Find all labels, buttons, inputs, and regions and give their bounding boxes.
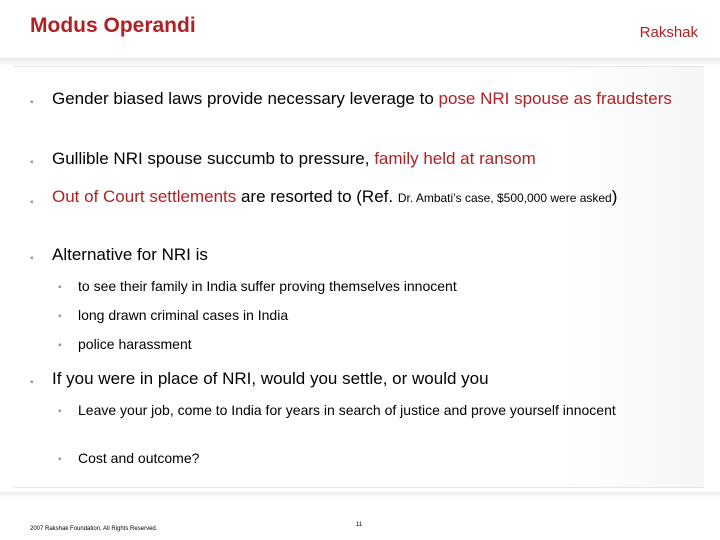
bullet-marker-icon: ▪ (30, 97, 34, 108)
bullet-text: Gender biased laws provide necessary leverage to (52, 89, 439, 108)
slide-title: Modus Operandi (30, 14, 196, 37)
bullet-close-paren: ) (611, 187, 618, 206)
bullet-highlight: family held at ransom (374, 149, 536, 168)
brand-name: Rakshak (639, 24, 698, 41)
sub-bullet-item (58, 277, 698, 295)
bullet-item (30, 244, 712, 265)
bullet-highlight: Out of Court settlements (52, 187, 237, 206)
bullet-text: are resorted to (Ref. (236, 187, 398, 206)
sub-bullet-item (58, 449, 698, 467)
bullet-item (30, 368, 712, 389)
bullet-item (30, 148, 712, 169)
bullet-text: Gullible NRI spouse succumb to pressure, (52, 149, 375, 168)
bullet-highlight: pose NRI spouse as fraudsters (438, 89, 672, 108)
bullet-text: If you were in place of NRI, would you settle, or would you (52, 369, 489, 388)
bullet-marker-icon: ▪ (58, 311, 62, 322)
bullet-reference: Dr. Ambati’s case, $500,000 were asked (397, 191, 612, 205)
sub-bullet-text: to see their family in India suffer proving themselves innocent (78, 278, 457, 294)
sub-bullet-text: Cost and outcome? (78, 450, 200, 466)
header-divider (0, 58, 720, 66)
bullet-marker-icon: ▪ (30, 197, 34, 208)
bullet-marker-icon: ▪ (58, 282, 62, 293)
sub-bullet-text: Leave your job, come to India for years in search of justice and prove yourself innocent (78, 402, 616, 418)
sub-bullet-item (58, 306, 698, 324)
sub-bullet-item (58, 335, 698, 353)
bullet-marker-icon: ▪ (30, 377, 34, 388)
sub-bullet-item (58, 401, 638, 419)
copyright-notice: 2007 Rakshak Foundation. All Rights Reserved. (30, 526, 158, 532)
sub-bullet-text: police harassment (78, 336, 192, 352)
bullet-marker-icon: ▪ (58, 454, 62, 465)
bullet-text: Alternative for NRI is (52, 245, 208, 264)
bullet-item (30, 184, 712, 211)
sub-bullet-text: long drawn criminal cases in India (78, 307, 289, 323)
bullet-item (30, 88, 712, 109)
page-number: 11 (356, 522, 363, 528)
footer-divider (0, 492, 720, 498)
bullet-marker-icon: ▪ (30, 253, 34, 264)
bullet-marker-icon: ▪ (58, 406, 62, 417)
bullet-marker-icon: ▪ (58, 340, 62, 351)
bullet-marker-icon: ▪ (30, 157, 34, 168)
